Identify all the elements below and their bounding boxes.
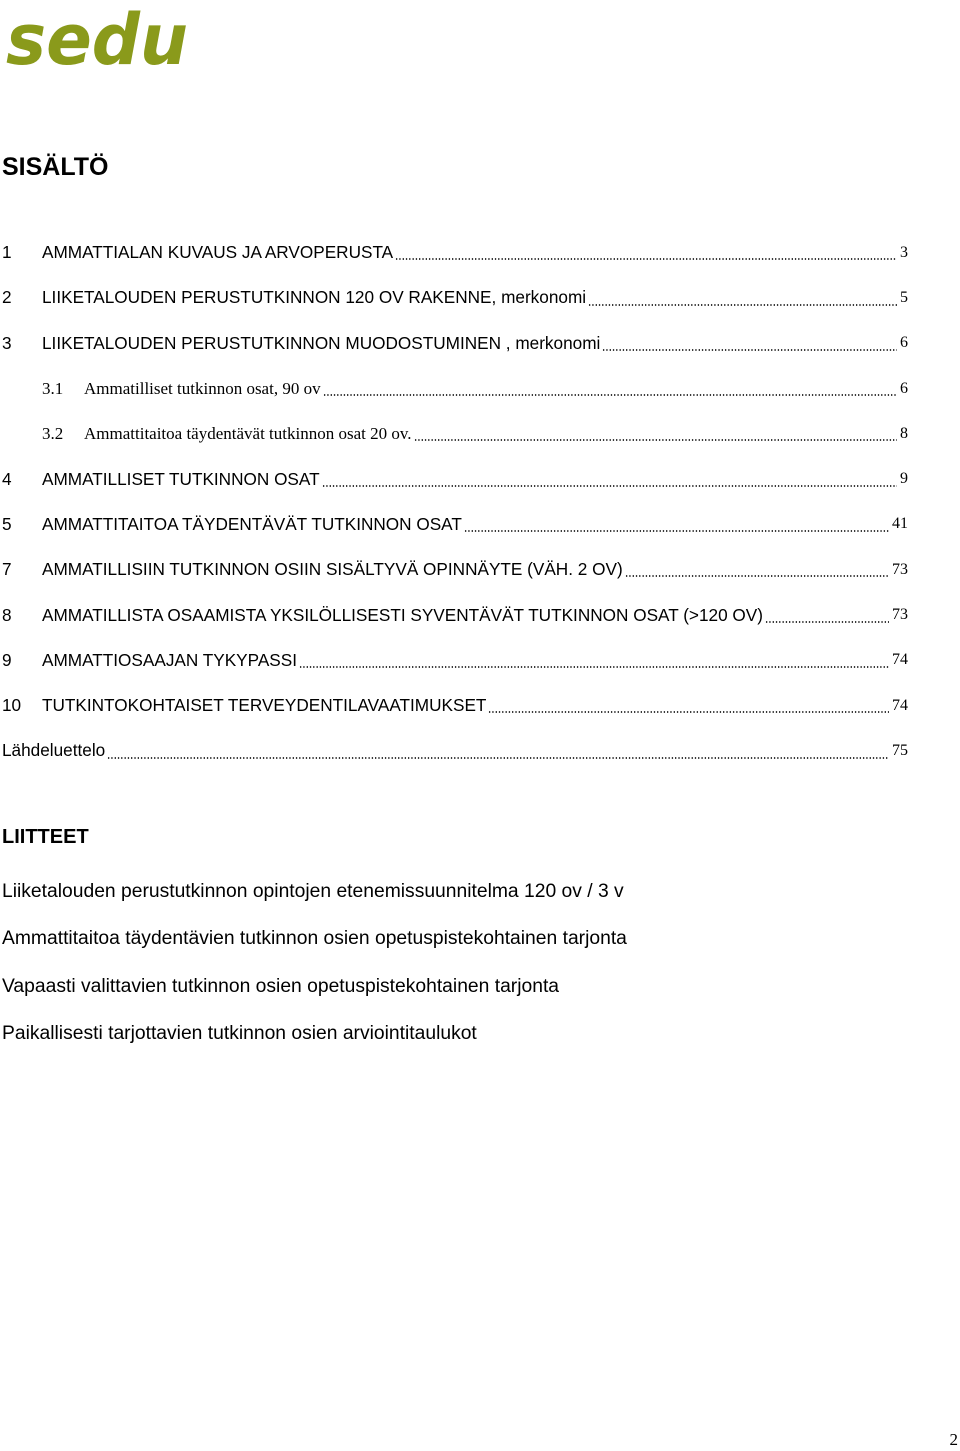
dot-leader	[414, 439, 898, 441]
toc-entry-number: 8	[2, 604, 12, 625]
toc-entry-number: 7	[2, 559, 12, 580]
toc-entry-label: Lähdeluettelo	[2, 740, 106, 761]
dot-leader	[765, 621, 889, 623]
dot-leader	[322, 485, 897, 487]
toc-entry-label: AMMATILLISIIN TUTKINNON OSIIN SISÄLTYVÄ OPINNÄYTE (VÄH. 2 OV)	[42, 559, 623, 580]
toc-entry-page: 6	[900, 379, 908, 397]
dot-leader	[299, 666, 889, 668]
toc-entry-references[interactable]	[2, 728, 908, 773]
toc-entry-page: 6	[900, 334, 908, 352]
toc-entry-label: AMMATTIALAN KUVAUS JA ARVOPERUSTA	[42, 242, 394, 263]
toc-entry-label: AMMATTIOSAAJAN TYKYPASSI	[42, 649, 297, 670]
toc-entry-number: 2	[2, 287, 12, 308]
attachment-item: Vapaasti valittavien tutkinnon osien opetuspistekohtainen tarjonta	[2, 975, 560, 997]
toc-entry[interactable]	[2, 230, 908, 275]
logo-wordmark: sedu	[6, 2, 188, 74]
page-number: 2	[949, 1430, 958, 1449]
toc-entry-page: 74	[892, 696, 908, 714]
toc-entry-page: 3	[900, 243, 908, 261]
dot-leader	[323, 394, 897, 396]
toc-entry-page: 73	[892, 560, 908, 578]
toc-entry-label: LIIKETALOUDEN PERUSTUTKINNON 120 OV RAKENNE, merkonomi	[42, 287, 587, 308]
dot-leader	[107, 757, 889, 759]
toc-subentry[interactable]	[2, 366, 908, 411]
toc-entry-number: 4	[2, 468, 12, 489]
attachments-list	[2, 868, 627, 1058]
dot-leader	[588, 304, 897, 306]
toc-subentry[interactable]	[2, 411, 908, 456]
toc-entry[interactable]	[2, 275, 908, 320]
toc-entry-page: 74	[892, 651, 908, 669]
toc-entry-number: 3.2	[42, 423, 64, 443]
attachment-item: Liiketalouden perustutkinnon opintojen etenemissuunnitelma 120 ov / 3 v	[2, 880, 624, 902]
toc-entry-label: AMMATILLISET TUTKINNON OSAT	[42, 468, 320, 489]
toc-entry-number: 9	[2, 649, 12, 670]
toc-entry[interactable]	[2, 592, 908, 637]
toc-entry[interactable]	[2, 638, 908, 683]
toc-entry-label: TUTKINTOKOHTAISET TERVEYDENTILAVAATIMUKSET	[42, 695, 487, 716]
toc-title: SISÄLTÖ	[2, 153, 109, 181]
toc-entry-number: 3.1	[42, 378, 64, 398]
toc-entry[interactable]	[2, 321, 908, 366]
dot-leader	[488, 711, 889, 713]
toc-entry-number: 1	[2, 242, 12, 263]
toc-entry-label: Ammatilliset tutkinnon osat, 90 ov	[84, 378, 321, 398]
dot-leader	[395, 258, 897, 260]
toc-entry[interactable]	[2, 547, 908, 592]
attachments-title: LIITTEET	[2, 826, 89, 848]
dot-leader	[625, 575, 889, 577]
toc-entry-page: 41	[892, 515, 908, 533]
toc-entry-number: 5	[2, 513, 12, 534]
toc-entry[interactable]	[2, 683, 908, 728]
table-of-contents	[2, 230, 908, 774]
attachment-item: Ammattitaitoa täydentävien tutkinnon osien opetuspistekohtainen tarjonta	[2, 928, 627, 950]
toc-entry-page: 9	[900, 470, 908, 488]
toc-entry-page: 73	[892, 606, 908, 624]
dot-leader	[602, 349, 897, 351]
toc-entry-number: 3	[2, 332, 12, 353]
toc-entry-page: 8	[900, 424, 908, 442]
toc-entry-number: 10	[2, 695, 22, 716]
toc-entry[interactable]	[2, 502, 908, 547]
toc-entry-label: AMMATTITAITOA TÄYDENTÄVÄT TUTKINNON OSAT	[42, 513, 462, 534]
toc-entry-page: 75	[892, 741, 908, 759]
toc-entry-page: 5	[900, 288, 908, 306]
sedu-logo	[6, 2, 191, 74]
dot-leader	[464, 530, 889, 532]
toc-entry-label: Ammattitaitoa täydentävät tutkinnon osat 20 ov.	[84, 423, 412, 443]
attachment-item: Paikallisesti tarjottavien tutkinnon osien arviointitaulukot	[2, 1023, 477, 1045]
toc-entry-label: AMMATILLISTA OSAAMISTA YKSILÖLLISESTI SYVENTÄVÄT TUTKINNON OSAT (>120 OV)	[42, 604, 763, 625]
toc-entry-label: LIIKETALOUDEN PERUSTUTKINNON MUODOSTUMINEN , merkonomi	[42, 332, 601, 353]
toc-entry[interactable]	[2, 456, 908, 501]
